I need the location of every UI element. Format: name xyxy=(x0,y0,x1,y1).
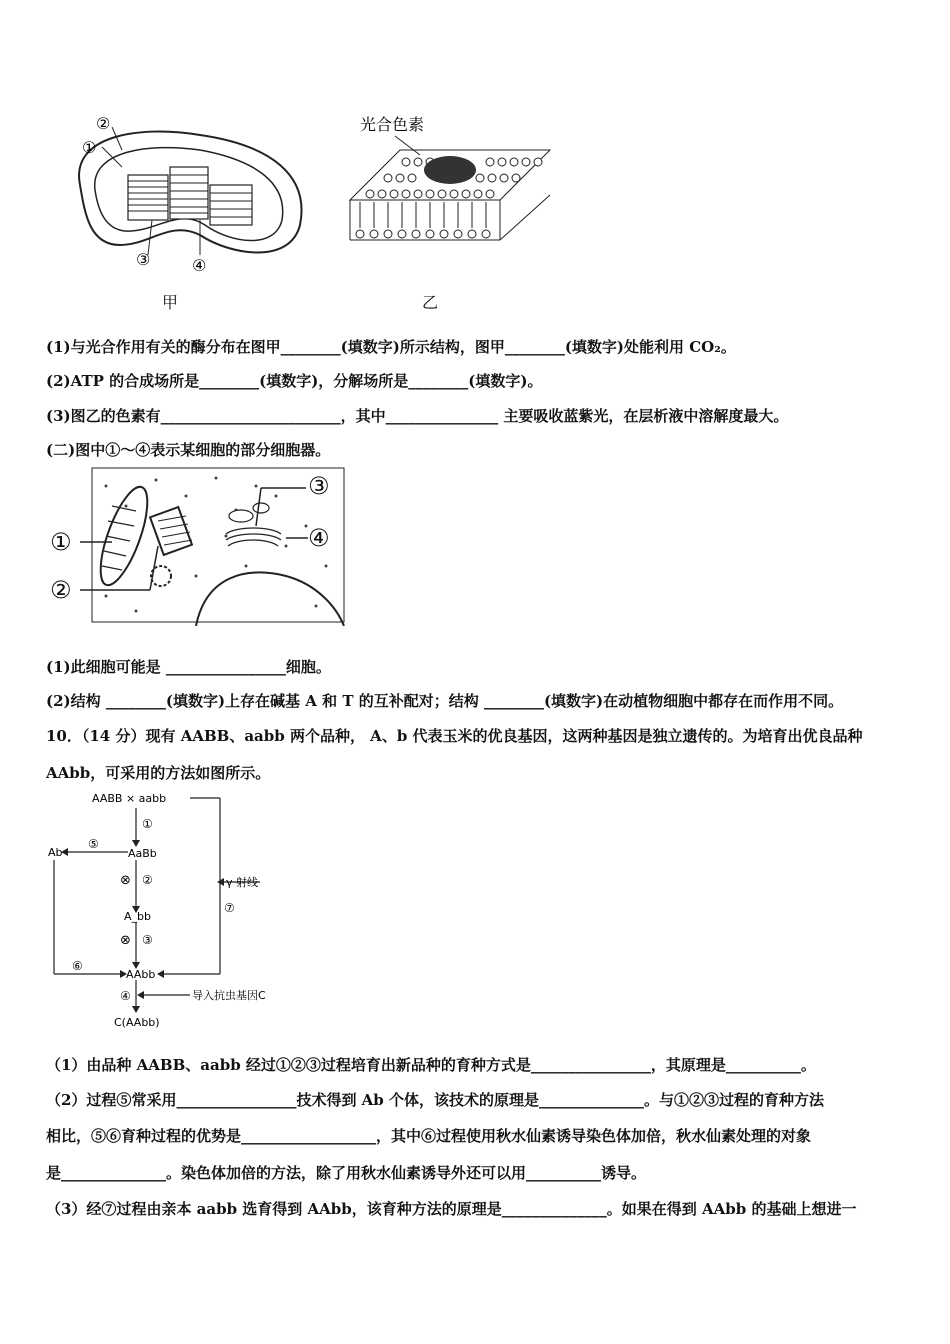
question-2-1: (1)此细胞可能是 ________________细胞。 xyxy=(46,658,331,676)
figure-thylakoid-membrane xyxy=(340,110,560,260)
step-5: ⑤ xyxy=(88,837,99,851)
marker-4: ④ xyxy=(192,256,207,275)
membrane-diagram xyxy=(340,110,560,260)
step-4: ④ xyxy=(120,989,131,1003)
question-10-1: （1）由品种 AABB、aabb 经过①②③过程培育出新品种的育种方式是________________，其原理是__________。 xyxy=(46,1056,816,1074)
question-1-1: (1)与光合作用有关的酶分布在图甲________(填数字)所示结构，图甲________(填数字)处能利用 CO₂。 xyxy=(46,338,736,356)
organelle-marker-2: ② xyxy=(50,576,72,604)
organelle-marker-4: ④ xyxy=(308,524,330,552)
step-1: ① xyxy=(142,817,153,831)
marker-1: ① xyxy=(82,138,97,157)
self-cross-2: ⊗ xyxy=(120,933,131,948)
figure-breeding-flowchart xyxy=(40,790,300,1030)
part2-title: (二)图中①～④表示某细胞的部分细胞器。 xyxy=(46,441,331,459)
flow-aabb-target: AAbb xyxy=(126,968,156,981)
step-2: ② xyxy=(142,873,153,887)
question-10-2a: （2）过程⑤常采用________________技术得到 Ab 个体，该技术的原理是______________。与①②③过程的育种方法 xyxy=(46,1091,825,1109)
caption-jia: 甲 xyxy=(162,293,179,312)
flow-parents: AABB × aabb xyxy=(92,792,167,805)
question-10-2c: 是______________。染色体加倍的方法，除了用秋水仙素诱导外还可以用__________诱导。 xyxy=(46,1164,647,1182)
marker-3: ③ xyxy=(136,250,151,269)
question-2-2: (2)结构 ________(填数字)上存在碱基 A 和 T 的互补配对；结构 ________(填数字)在动植物细胞中都存在而作用不同。 xyxy=(46,692,844,710)
organelle-marker-1: ① xyxy=(50,528,72,556)
figure-cell-organelles xyxy=(46,466,346,626)
question-10-2b: 相比，⑤⑥育种过程的优势是__________________，其中⑥过程使用秋水仙素诱导染色体加倍，秋水仙素处理的对象 xyxy=(46,1127,812,1145)
chloroplast-diagram xyxy=(60,105,320,285)
marker-2: ② xyxy=(96,114,111,133)
question-1-2: (2)ATP 的合成场所是________(填数字)，分解场所是________(填数字)。 xyxy=(46,372,543,390)
organelle-diagram xyxy=(46,466,346,626)
question-10-3: （3）经⑦过程由亲本 aabb 选育得到 AAbb，该育种方法的原理是______________。如果在得到 AAbb 的基础上想进一 xyxy=(46,1200,857,1218)
question-1-3: (3)图乙的色素有________________________，其中_______________ 主要吸收蓝紫光，在层析液中溶解度最大。 xyxy=(46,407,789,425)
self-cross-1: ⊗ xyxy=(120,873,131,888)
flow-ab: Ab xyxy=(48,846,63,859)
flow-aabb-f1: AaBb xyxy=(128,847,157,860)
caption-yi: 乙 xyxy=(422,293,439,312)
question-10-line1: 10．（14 分）现有 AABB、aabb 两个品种， A、b 代表玉米的优良基因，这两种基因是独立遗传的。为培育出优良品种 xyxy=(46,727,863,745)
flow-c-aabb: C(AAbb) xyxy=(114,1016,160,1029)
flow-a-bb: A_bb xyxy=(124,910,151,923)
figure-chloroplast xyxy=(60,105,320,285)
step-6: ⑥ xyxy=(72,959,83,973)
pigment-label: 光合色素 xyxy=(360,115,425,134)
step-3: ③ xyxy=(142,933,153,947)
breeding-flowchart xyxy=(40,790,300,1030)
organelle-marker-3: ③ xyxy=(308,472,330,500)
flow-gamma: γ 射线 xyxy=(226,876,259,889)
flow-import-gene: 导入抗虫基因C xyxy=(192,989,266,1002)
question-10-line2: AAbb，可采用的方法如图所示。 xyxy=(46,764,271,782)
step-7: ⑦ xyxy=(224,901,235,915)
